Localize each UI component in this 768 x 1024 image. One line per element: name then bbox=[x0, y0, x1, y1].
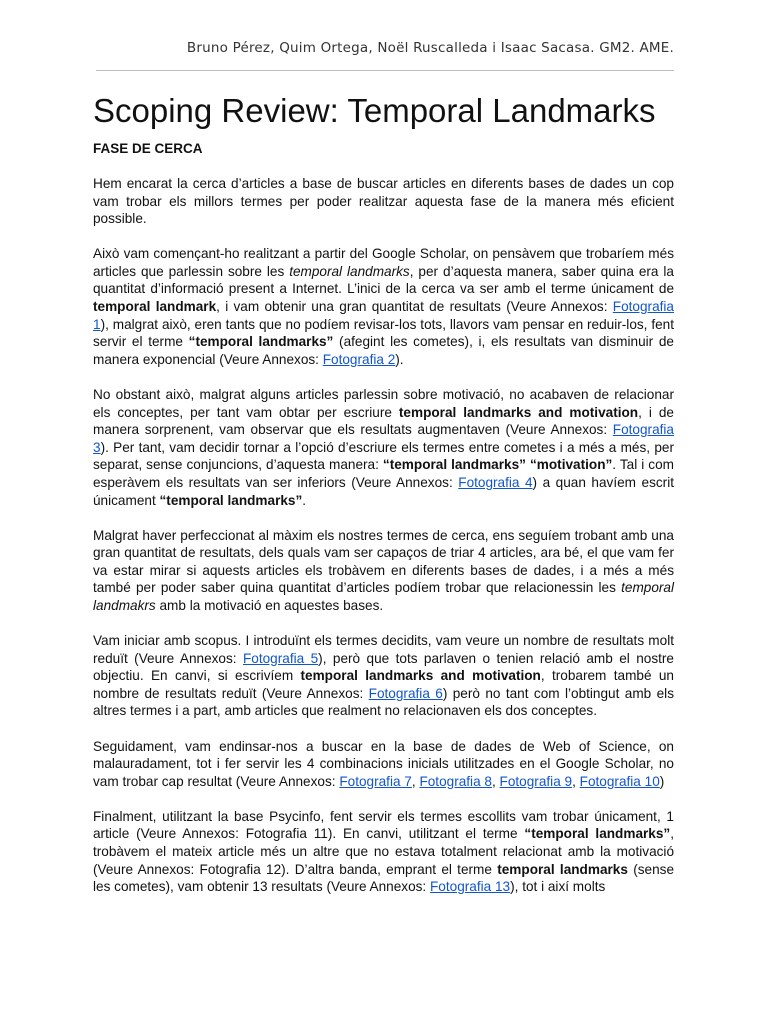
header-divider bbox=[96, 70, 674, 71]
link-fotografia-8[interactable]: Fotografia 8 bbox=[419, 773, 492, 789]
paragraph-2: Això vam començant-ho realitzant a partir del Google Scholar, on pensàvem que trobaríem més articles que parlessin sobre les temporal landmarks, per d’aquesta manera, saber quina era la quantitat d’informació present a Internet. L’inici de la cerca va ser amb el terme únicament de temporal landmark, i vam obtenir una gran quantitat de resultats (Veure Annexos: Fotografia 1), malgrat això, eren tants que no podíem revisar-los tots, llavors vam pensar en reduir-los, fent servir el terme “temporal landmarks” (afegint les cometes), i, els resultats van disminuir de manera exponencial (Veure Annexos: Fotografia 2). bbox=[93, 246, 674, 367]
document-title: Scoping Review: Temporal Landmarks bbox=[93, 92, 656, 129]
page-header-authors: Bruno Pérez, Quim Ortega, Noël Ruscalleda i Isaac Sacasa. GM2. AME. bbox=[186, 40, 674, 56]
link-fotografia-4[interactable]: Fotografia 4 bbox=[458, 474, 533, 490]
link-fotografia-7[interactable]: Fotografia 7 bbox=[339, 773, 412, 789]
link-fotografia-3[interactable]: Fotografia 3 bbox=[93, 422, 674, 455]
section-heading: FASE DE CERCA bbox=[93, 141, 203, 156]
paragraph-5: Vam iniciar amb scopus. I introduïnt els termes decidits, vam veure un nombre de resultats molt reduït (Veure Annexos: Fotografia 5), però que tots parlaven o tenien relació amb el nostre objectiu. En canvi, si escrivíem temporal landmarks and motivation, trobarem també un nombre de resultats reduït (Veure Annexos: Fotografia 6) però no tant com l’obtingut amb els altres termes i a part, amb articles que realment no relacionaven els dos conceptes. bbox=[93, 633, 674, 719]
link-fotografia-13[interactable]: Fotografia 13 bbox=[430, 879, 511, 895]
link-fotografia-6[interactable]: Fotografia 6 bbox=[368, 685, 443, 701]
link-fotografia-1[interactable]: Fotografia 1 bbox=[93, 299, 674, 332]
link-fotografia-10[interactable]: Fotografia 10 bbox=[579, 773, 660, 789]
link-fotografia-9[interactable]: Fotografia 9 bbox=[499, 773, 573, 789]
document-body bbox=[93, 175, 674, 913]
paragraph-4: Malgrat haver perfeccionat al màxim els nostres termes de cerca, ens seguíem trobant amb una gran quantitat de resultats, dels quals vam ser capaços de triar 4 articles, ara bé, el que vam fer va estar mirar si aquests articles els trobàvem en diferents bases de dades, i a més a més també per poder saber quina quantitat d’articles podíem trobar que relacionessin les temporal landmakrs amb la motivació en aquestes bases. bbox=[93, 527, 674, 613]
link-fotografia-2[interactable]: Fotografia 2 bbox=[322, 351, 396, 367]
paragraph-3: No obstant això, malgrat alguns articles parlessin sobre motivació, no acabaven de relacionar els conceptes, per tant vam obtar per escriure temporal landmarks and motivation, i de manera sorprenent, vam observar que els resultats augmentaven (Veure Annexos: Fotografia 3). Per tant, vam decidir tornar a l’opció d’escriure els termes entre cometes i a més a més, per separat, sense conjuncions, d’aquesta manera: “temporal landmarks” “motivation”. Tal i com esperàvem els resultats van ser inferiors (Veure Annexos: Fotografia 4) a quan havíem escrit únicament “temporal landmarks”. bbox=[93, 386, 674, 508]
paragraph-1: Hem encarat la cerca d’articles a base de buscar articles en diferents bases de dades un cop vam trobar els millors termes per poder realitzar aquesta fase de la manera més eficient possible. bbox=[93, 176, 674, 227]
paragraph-6: Seguidament, vam endinsar-nos a buscar en la base de dades de Web of Science, on malauradament, tot i fer servir les 4 combinacions inicials utilitzades en el Google Scholar, no vam trobar cap resultat (Veure Annexos: Fotografia 7, Fotografia 8, Fotografia 9, Fotografia 10) bbox=[93, 738, 674, 789]
link-fotografia-5[interactable]: Fotografia 5 bbox=[242, 650, 319, 666]
paragraph-7: Finalment, utilitzant la base Psycinfo, fent servir els termes escollits vam trobar únicament, 1 article (Veure Annexos: Fotografia 11). En canvi, utilitzant el terme “temporal landmarks”, trobàvem el mateix article més un altre que no estava totalment relacionat amb la motivació (Veure Annexos: Fotografia 12). D’altra banda, emprant el terme temporal landmarks (sense les cometes), vam obtenir 13 resultats (Veure Annexos: Fotografia 13), tot i així molts bbox=[93, 808, 675, 895]
